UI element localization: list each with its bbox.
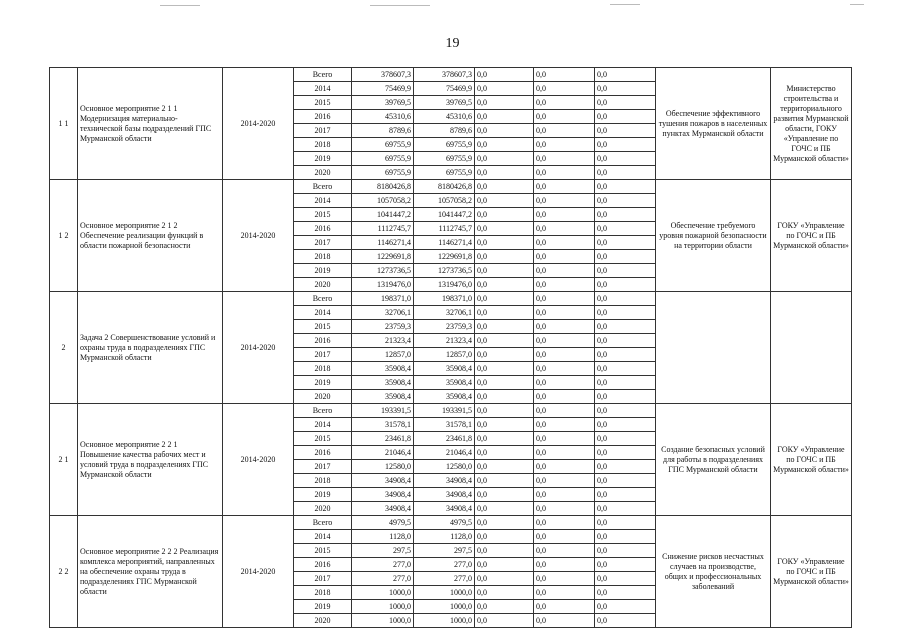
regional-budget-cell: 277,0 [414,572,475,586]
total-cell: 21046,4 [352,446,414,460]
period-cell: 2014-2020 [223,292,294,404]
other-sources-cell: 0,0 [595,236,656,250]
federal-budget-cell: 0,0 [475,544,534,558]
local-budget-cell: 0,0 [534,586,595,600]
regional-budget-cell: 198371,0 [414,292,475,306]
page-number: 19 [445,36,460,51]
federal-budget-cell: 0,0 [475,558,534,572]
regional-budget-cell: 8180426,8 [414,180,475,194]
regional-budget-cell: 1112745,7 [414,222,475,236]
year-cell: 2017 [294,124,352,138]
regional-budget-cell: 1319476,0 [414,278,475,292]
other-sources-cell: 0,0 [595,572,656,586]
local-budget-cell: 0,0 [534,96,595,110]
regional-budget-cell: 1000,0 [414,614,475,628]
year-cell: 2018 [294,250,352,264]
total-cell: 1319476,0 [352,278,414,292]
regional-budget-cell: 34908,4 [414,502,475,516]
regional-budget-cell: 378607,3 [414,68,475,82]
period-cell: 2014-2020 [223,404,294,516]
row-index-cell: 1 1 [50,68,78,180]
federal-budget-cell: 0,0 [475,432,534,446]
local-budget-cell: 0,0 [534,418,595,432]
other-sources-cell: 0,0 [595,138,656,152]
total-cell: 193391,5 [352,404,414,418]
year-cell: 2017 [294,460,352,474]
year-cell: 2015 [294,208,352,222]
year-cell: 2020 [294,614,352,628]
other-sources-cell: 0,0 [595,180,656,194]
total-cell: 34908,4 [352,502,414,516]
regional-budget-cell: 35908,4 [414,390,475,404]
year-cell: Всего [294,516,352,530]
regional-budget-cell: 21046,4 [414,446,475,460]
activity-name-cell: Основное мероприятие 2 2 1 Повышение качества рабочих мест и условий труда в подразделениях ГПС Мурманской области [78,404,223,516]
local-budget-cell: 0,0 [534,124,595,138]
other-sources-cell: 0,0 [595,460,656,474]
year-cell: Всего [294,180,352,194]
year-cell: 2016 [294,222,352,236]
expected-result-cell: Снижение рисков несчастных случаев на производстве, общих и профессиональных заболеваний [656,516,771,628]
regional-budget-cell: 1041447,2 [414,208,475,222]
year-cell: Всего [294,292,352,306]
local-budget-cell: 0,0 [534,320,595,334]
regional-budget-cell: 1000,0 [414,586,475,600]
other-sources-cell: 0,0 [595,166,656,180]
expected-result-cell [656,292,771,404]
year-cell: Всего [294,68,352,82]
regional-budget-cell: 23759,3 [414,320,475,334]
total-cell: 75469,9 [352,82,414,96]
year-cell: 2016 [294,558,352,572]
total-cell: 32706,1 [352,306,414,320]
year-cell: 2015 [294,544,352,558]
federal-budget-cell: 0,0 [475,82,534,96]
expected-result-cell: Обеспечение требуемого уровня пожарной безопасности на территории области [656,180,771,292]
year-cell: 2019 [294,600,352,614]
row-index-cell: 1 2 [50,180,78,292]
other-sources-cell: 0,0 [595,586,656,600]
year-cell: Всего [294,404,352,418]
other-sources-cell: 0,0 [595,320,656,334]
local-budget-cell: 0,0 [534,194,595,208]
total-cell: 1000,0 [352,586,414,600]
federal-budget-cell: 0,0 [475,194,534,208]
federal-budget-cell: 0,0 [475,152,534,166]
federal-budget-cell: 0,0 [475,264,534,278]
federal-budget-cell: 0,0 [475,474,534,488]
other-sources-cell: 0,0 [595,222,656,236]
total-cell: 1229691,8 [352,250,414,264]
regional-budget-cell: 39769,5 [414,96,475,110]
expected-result-cell: Создание безопасных условий для работы в подразделениях ГПС Мурманской области [656,404,771,516]
year-cell: 2014 [294,306,352,320]
local-budget-cell: 0,0 [534,446,595,460]
activity-name-cell: Основное мероприятие 2 1 1 Модернизация материально-технической базы подразделений ГПС Мурманской области [78,68,223,180]
scan-artifact [850,4,864,5]
other-sources-cell: 0,0 [595,488,656,502]
local-budget-cell: 0,0 [534,544,595,558]
total-cell: 1273736,5 [352,264,414,278]
local-budget-cell: 0,0 [534,208,595,222]
other-sources-cell: 0,0 [595,544,656,558]
row-index-cell: 2 [50,292,78,404]
other-sources-cell: 0,0 [595,152,656,166]
local-budget-cell: 0,0 [534,376,595,390]
regional-budget-cell: 34908,4 [414,488,475,502]
local-budget-cell: 0,0 [534,278,595,292]
year-cell: 2019 [294,376,352,390]
other-sources-cell: 0,0 [595,502,656,516]
total-cell: 45310,6 [352,110,414,124]
total-cell: 297,5 [352,544,414,558]
regional-budget-cell: 1273736,5 [414,264,475,278]
regional-budget-cell: 35908,4 [414,362,475,376]
year-cell: 2019 [294,488,352,502]
total-cell: 12857,0 [352,348,414,362]
federal-budget-cell: 0,0 [475,236,534,250]
other-sources-cell: 0,0 [595,362,656,376]
year-cell: 2015 [294,320,352,334]
federal-budget-cell: 0,0 [475,362,534,376]
year-cell: 2020 [294,166,352,180]
local-budget-cell: 0,0 [534,152,595,166]
regional-budget-cell: 31578,1 [414,418,475,432]
total-cell: 8180426,8 [352,180,414,194]
local-budget-cell: 0,0 [534,180,595,194]
year-cell: 2016 [294,334,352,348]
total-cell: 23461,8 [352,432,414,446]
program-table [49,67,852,628]
period-cell: 2014-2020 [223,180,294,292]
other-sources-cell: 0,0 [595,110,656,124]
year-cell: 2017 [294,348,352,362]
year-cell: 2020 [294,502,352,516]
federal-budget-cell: 0,0 [475,488,534,502]
year-cell: 2018 [294,586,352,600]
federal-budget-cell: 0,0 [475,614,534,628]
local-budget-cell: 0,0 [534,460,595,474]
federal-budget-cell: 0,0 [475,110,534,124]
local-budget-cell: 0,0 [534,236,595,250]
regional-budget-cell: 277,0 [414,558,475,572]
year-cell: 2019 [294,152,352,166]
activity-name-cell: Основное мероприятие 2 1 2 Обеспечение реализации функций в области пожарной безопасности [78,180,223,292]
federal-budget-cell: 0,0 [475,460,534,474]
federal-budget-cell: 0,0 [475,418,534,432]
year-cell: 2020 [294,278,352,292]
regional-budget-cell: 1229691,8 [414,250,475,264]
other-sources-cell: 0,0 [595,82,656,96]
total-cell: 35908,4 [352,390,414,404]
regional-budget-cell: 45310,6 [414,110,475,124]
year-cell: 2014 [294,82,352,96]
year-cell: 2016 [294,110,352,124]
total-cell: 8789,6 [352,124,414,138]
regional-budget-cell: 12857,0 [414,348,475,362]
other-sources-cell: 0,0 [595,208,656,222]
table-row [50,516,852,530]
other-sources-cell: 0,0 [595,390,656,404]
federal-budget-cell: 0,0 [475,250,534,264]
total-cell: 39769,5 [352,96,414,110]
local-budget-cell: 0,0 [534,432,595,446]
activity-name-cell: Задача 2 Совершенствование условий и охраны труда в подразделениях ГПС Мурманской области [78,292,223,404]
regional-budget-cell: 35908,4 [414,376,475,390]
federal-budget-cell: 0,0 [475,334,534,348]
regional-budget-cell: 1128,0 [414,530,475,544]
local-budget-cell: 0,0 [534,404,595,418]
federal-budget-cell: 0,0 [475,320,534,334]
year-cell: 2014 [294,418,352,432]
federal-budget-cell: 0,0 [475,292,534,306]
other-sources-cell: 0,0 [595,516,656,530]
total-cell: 1146271,4 [352,236,414,250]
year-cell: 2014 [294,530,352,544]
federal-budget-cell: 0,0 [475,502,534,516]
total-cell: 277,0 [352,572,414,586]
federal-budget-cell: 0,0 [475,166,534,180]
other-sources-cell: 0,0 [595,404,656,418]
regional-budget-cell: 69755,9 [414,138,475,152]
other-sources-cell: 0,0 [595,68,656,82]
regional-budget-cell: 75469,9 [414,82,475,96]
local-budget-cell: 0,0 [534,390,595,404]
other-sources-cell: 0,0 [595,376,656,390]
other-sources-cell: 0,0 [595,278,656,292]
total-cell: 1000,0 [352,600,414,614]
regional-budget-cell: 12580,0 [414,460,475,474]
local-budget-cell: 0,0 [534,166,595,180]
regional-budget-cell: 1146271,4 [414,236,475,250]
row-index-cell: 2 2 [50,516,78,628]
table-body [50,68,852,628]
total-cell: 35908,4 [352,376,414,390]
local-budget-cell: 0,0 [534,82,595,96]
federal-budget-cell: 0,0 [475,390,534,404]
table-row [50,404,852,418]
local-budget-cell: 0,0 [534,334,595,348]
local-budget-cell: 0,0 [534,264,595,278]
other-sources-cell: 0,0 [595,614,656,628]
federal-budget-cell: 0,0 [475,446,534,460]
local-budget-cell: 0,0 [534,292,595,306]
local-budget-cell: 0,0 [534,474,595,488]
federal-budget-cell: 0,0 [475,530,534,544]
row-index-cell: 2 1 [50,404,78,516]
regional-budget-cell: 8789,6 [414,124,475,138]
local-budget-cell: 0,0 [534,600,595,614]
federal-budget-cell: 0,0 [475,572,534,586]
total-cell: 69755,9 [352,138,414,152]
total-cell: 12580,0 [352,460,414,474]
other-sources-cell: 0,0 [595,348,656,362]
federal-budget-cell: 0,0 [475,68,534,82]
other-sources-cell: 0,0 [595,264,656,278]
federal-budget-cell: 0,0 [475,278,534,292]
federal-budget-cell: 0,0 [475,600,534,614]
federal-budget-cell: 0,0 [475,124,534,138]
total-cell: 1057058,2 [352,194,414,208]
total-cell: 198371,0 [352,292,414,306]
total-cell: 34908,4 [352,488,414,502]
total-cell: 1112745,7 [352,222,414,236]
regional-budget-cell: 69755,9 [414,166,475,180]
regional-budget-cell: 1057058,2 [414,194,475,208]
other-sources-cell: 0,0 [595,432,656,446]
federal-budget-cell: 0,0 [475,222,534,236]
year-cell: 2015 [294,432,352,446]
regional-budget-cell: 193391,5 [414,404,475,418]
local-budget-cell: 0,0 [534,250,595,264]
scan-artifact [160,5,200,6]
federal-budget-cell: 0,0 [475,516,534,530]
regional-budget-cell: 69755,9 [414,152,475,166]
year-cell: 2017 [294,572,352,586]
regional-budget-cell: 297,5 [414,544,475,558]
other-sources-cell: 0,0 [595,334,656,348]
federal-budget-cell: 0,0 [475,404,534,418]
local-budget-cell: 0,0 [534,306,595,320]
local-budget-cell: 0,0 [534,572,595,586]
period-cell: 2014-2020 [223,68,294,180]
scan-artifact [370,5,430,6]
federal-budget-cell: 0,0 [475,138,534,152]
total-cell: 378607,3 [352,68,414,82]
other-sources-cell: 0,0 [595,194,656,208]
other-sources-cell: 0,0 [595,306,656,320]
executor-cell: ГОКУ «Управление по ГОЧС и ПБ Мурманской области» [771,516,852,628]
executor-cell: Министерство строительства и территориального развития Мурманской области, ГОКУ «Управление по ГОЧС и ПБ Мурманской области» [771,68,852,180]
other-sources-cell: 0,0 [595,250,656,264]
year-cell: 2016 [294,446,352,460]
table-row [50,180,852,194]
other-sources-cell: 0,0 [595,530,656,544]
federal-budget-cell: 0,0 [475,96,534,110]
federal-budget-cell: 0,0 [475,348,534,362]
local-budget-cell: 0,0 [534,362,595,376]
total-cell: 31578,1 [352,418,414,432]
total-cell: 23759,3 [352,320,414,334]
other-sources-cell: 0,0 [595,292,656,306]
scan-artifact [610,4,640,5]
local-budget-cell: 0,0 [534,68,595,82]
year-cell: 2017 [294,236,352,250]
federal-budget-cell: 0,0 [475,180,534,194]
table-row [50,292,852,306]
year-cell: 2014 [294,194,352,208]
regional-budget-cell: 32706,1 [414,306,475,320]
local-budget-cell: 0,0 [534,558,595,572]
local-budget-cell: 0,0 [534,348,595,362]
local-budget-cell: 0,0 [534,222,595,236]
total-cell: 69755,9 [352,152,414,166]
year-cell: 2019 [294,264,352,278]
table-row [50,68,852,82]
executor-cell: ГОКУ «Управление по ГОЧС и ПБ Мурманской области» [771,180,852,292]
local-budget-cell: 0,0 [534,138,595,152]
other-sources-cell: 0,0 [595,600,656,614]
year-cell: 2018 [294,138,352,152]
regional-budget-cell: 21323,4 [414,334,475,348]
other-sources-cell: 0,0 [595,474,656,488]
total-cell: 69755,9 [352,166,414,180]
activity-name-cell: Основное мероприятие 2 2 2 Реализация комплекса мероприятий, направленных на обеспечение охраны труда в подразделениях ГПС Мурманской области [78,516,223,628]
year-cell: 2018 [294,474,352,488]
total-cell: 1000,0 [352,614,414,628]
local-budget-cell: 0,0 [534,530,595,544]
year-cell: 2020 [294,390,352,404]
local-budget-cell: 0,0 [534,516,595,530]
regional-budget-cell: 4979,5 [414,516,475,530]
local-budget-cell: 0,0 [534,614,595,628]
other-sources-cell: 0,0 [595,96,656,110]
federal-budget-cell: 0,0 [475,306,534,320]
total-cell: 1041447,2 [352,208,414,222]
expected-result-cell: Обеспечение эффективного тушения пожаров в населенных пунктах Мурманской области [656,68,771,180]
local-budget-cell: 0,0 [534,110,595,124]
local-budget-cell: 0,0 [534,488,595,502]
federal-budget-cell: 0,0 [475,376,534,390]
local-budget-cell: 0,0 [534,502,595,516]
regional-budget-cell: 23461,8 [414,432,475,446]
regional-budget-cell: 1000,0 [414,600,475,614]
regional-budget-cell: 34908,4 [414,474,475,488]
total-cell: 34908,4 [352,474,414,488]
year-cell: 2018 [294,362,352,376]
total-cell: 35908,4 [352,362,414,376]
federal-budget-cell: 0,0 [475,208,534,222]
period-cell: 2014-2020 [223,516,294,628]
total-cell: 1128,0 [352,530,414,544]
other-sources-cell: 0,0 [595,558,656,572]
executor-cell [771,292,852,404]
total-cell: 4979,5 [352,516,414,530]
other-sources-cell: 0,0 [595,446,656,460]
total-cell: 277,0 [352,558,414,572]
year-cell: 2015 [294,96,352,110]
executor-cell: ГОКУ «Управление по ГОЧС и ПБ Мурманской области» [771,404,852,516]
other-sources-cell: 0,0 [595,418,656,432]
other-sources-cell: 0,0 [595,124,656,138]
federal-budget-cell: 0,0 [475,586,534,600]
total-cell: 21323,4 [352,334,414,348]
